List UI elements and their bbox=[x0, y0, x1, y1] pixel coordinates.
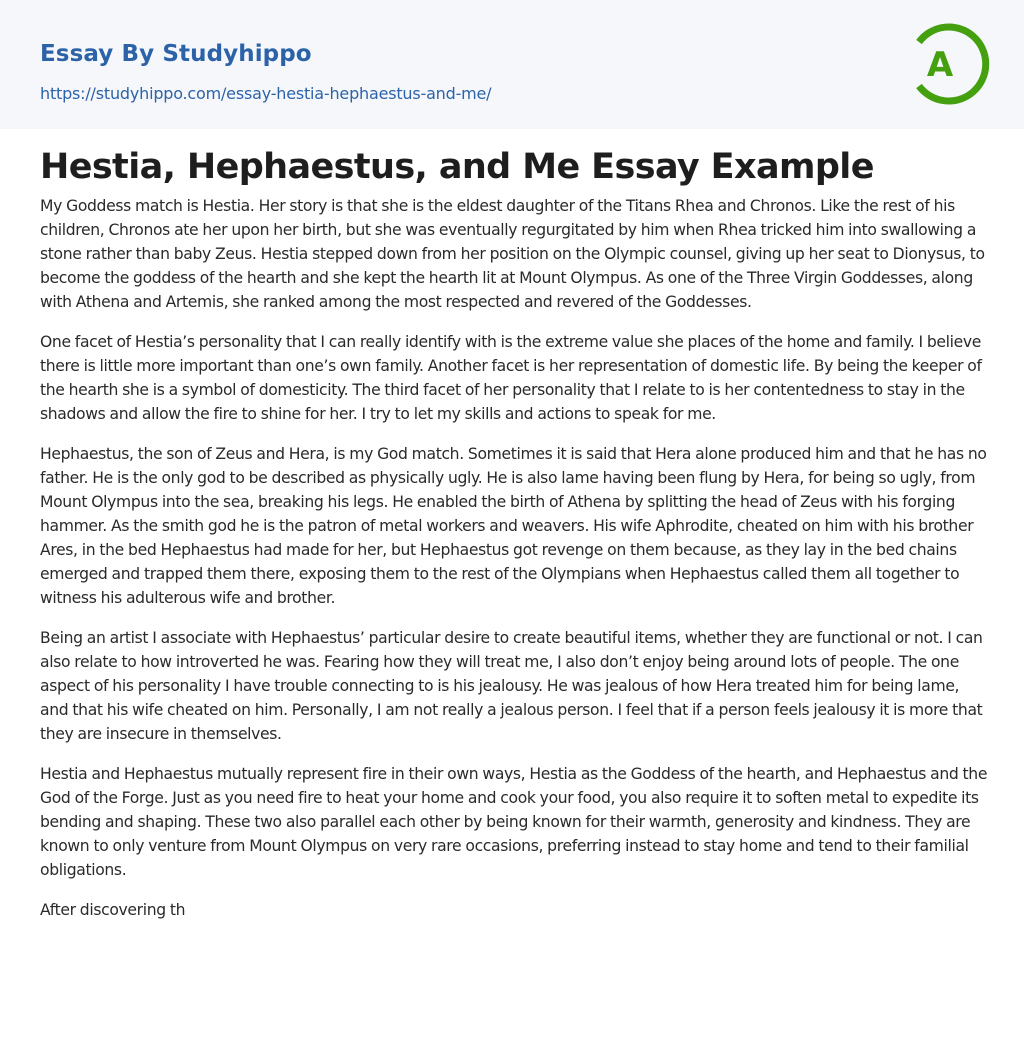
article-body bbox=[40, 194, 988, 938]
article-paragraph: My Goddess match is Hestia. Her story is that she is the eldest daughter of the Titans Rhea and Chronos. Like the rest of his children, Chronos ate her upon her birth, but she was eventually regurgitated by him when Rhea tricked him into swallowing a stone rather than baby Zeus. Hestia stepped down from her position on the Olympic counsel, giving up her seat to Dionysus, to become the goddess of the hearth and she kept the hearth lit at Mount Olympus. As one of the Three Virgin Goddesses, along with Athena and Artemis, she ranked among the most respected and revered of the Goddesses. bbox=[40, 197, 985, 311]
article-paragraph: Hephaestus, the son of Zeus and Hera, is my God match. Sometimes it is said that Hera alone produced him and that he has no father. He is the only god to be described as physically ugly. He is also lame having been flung by Hera, for being so ugly, from Mount Olympus into the sea, breaking his legs. He enabled the birth of Athena by splitting the head of Zeus with his forging hammer. As the smith god he is the patron of metal workers and weavers. His wife Aphrodite, cheated on him with his brother Ares, in the bed Hephaestus had made for her, but Hephaestus got revenge on them because, as they lay in the bed chains emerged and trapped them there, exposing them to the rest of the Olympians when Hephaestus called them all together to witness his adulterous wife and brother. bbox=[40, 445, 987, 607]
article-paragraph: One facet of Hestia’s personality that I can really identify with is the extreme value she places of the home and family. I believe there is little more important than one’s own family. Another facet is her representation of domestic life. By being the keeper of the hearth she is a symbol of domesticity. The third facet of her personality that I relate to is her contentedness to stay in the shadows and allow the fire to shine for her. I try to let my skills and actions to speak for me. bbox=[40, 333, 982, 423]
logo-letter: A bbox=[926, 45, 954, 85]
article-paragraph-truncated: After discovering th bbox=[40, 901, 186, 919]
logo-icon bbox=[910, 18, 990, 106]
article-title: Hestia, Hephaestus, and Me Essay Example bbox=[40, 147, 874, 187]
page-url-link[interactable]: https://studyhippo.com/essay-hestia-hephaestus-and-me/ bbox=[40, 84, 492, 103]
article-paragraph: Hestia and Hephaestus mutually represent fire in their own ways, Hestia as the Goddess of the hearth, and Hephaestus and the God of the Forge. Just as you need fire to heat your home and cook your food, you also require it to soften metal to expedite its bending and shaping. These two also parallel each other by being known for their warmth, generosity and kindness. They are known to only venture from Mount Olympus on very rare occasions, preferring instead to stay home and tend to their familial obligations. bbox=[40, 765, 988, 879]
site-brand[interactable]: Essay By Studyhippo bbox=[40, 41, 312, 67]
article-paragraph: Being an artist I associate with Hephaestus’ particular desire to create beautiful items, whether they are functional or not. I can also relate to how introverted he was. Fearing how they will treat me, I also don’t enjoy being around lots of people. The one aspect of his personality I have trouble connecting to is his jealousy. He was jealous of how Hera treated him for being lame, and that his wife cheated on him. Personally, I am not really a jealous person. I feel that if a person feels jealousy it is more that they are insecure in themselves. bbox=[40, 629, 983, 743]
studyhippo-logo[interactable] bbox=[910, 18, 990, 106]
